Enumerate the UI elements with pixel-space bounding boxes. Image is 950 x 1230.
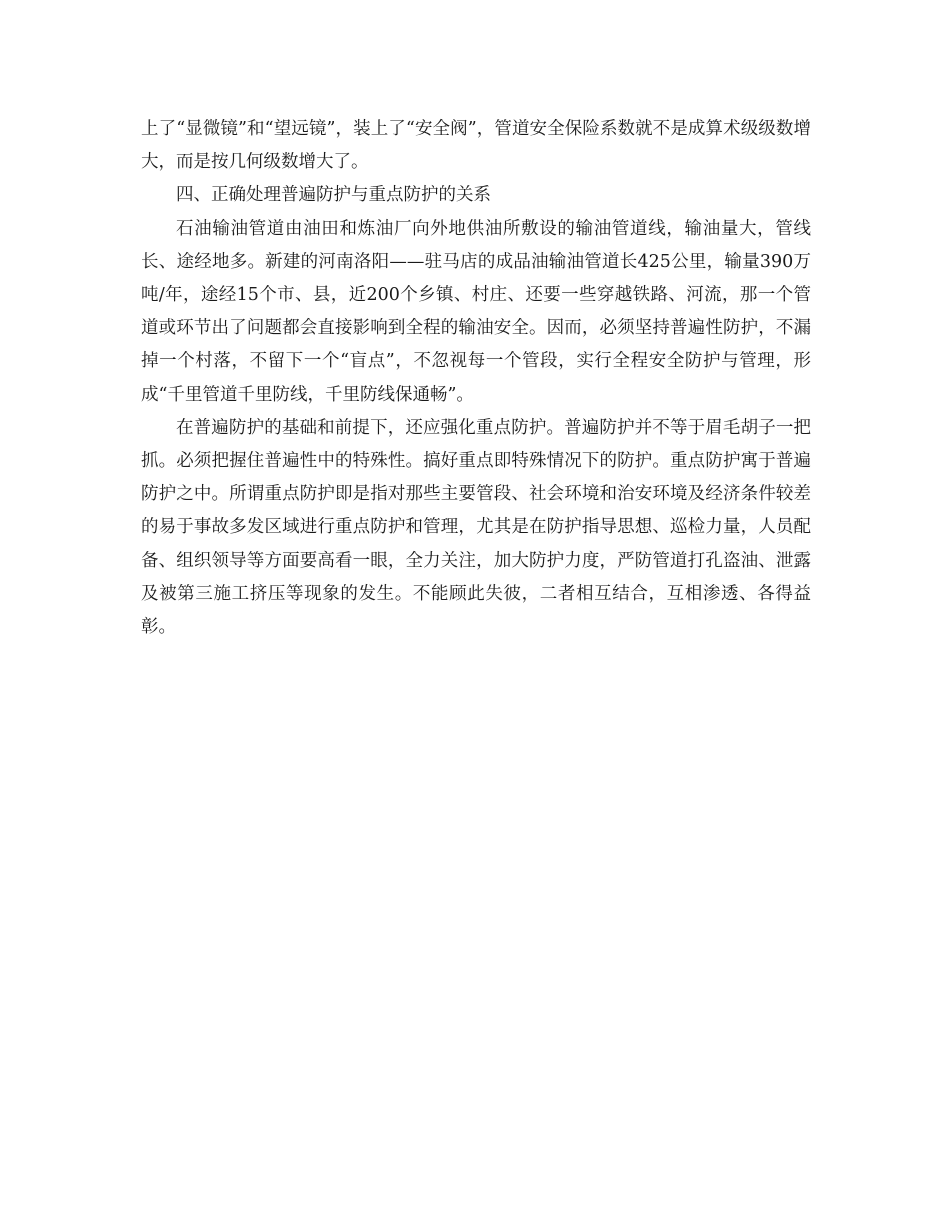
paragraph: 石油输油管道由油田和炼油厂向外地供油所敷设的输油管道线，输油量大，管线长、途经地多。新建的河南洛阳——驻马店的成品油输油管道长425公里，输量390万吨/年，途经15个市、县，近200个乡镇、村庄、还要一些穿越铁路、河流，那一个管道或环节出了问题都会直接影响到全程的输油安全。因而，必须坚持普遍性防护，不漏掉一个村落，不留下一个“盲点”，不忽视每一个管段，实行全程安全防护与管理，形成“千里管道千里防线，千里防线保通畅”。 (141, 218, 811, 405)
document-body (141, 113, 811, 644)
paragraph-continuation: 上了“显微镜”和“望远镜”，装上了“安全阀”，管道安全保险系数就不是成算术级级数增大，而是按几何级数增大了。 (141, 119, 811, 173)
paragraph: 在普遍防护的基础和前提下，还应强化重点防护。普遍防护并不等于眉毛胡子一把抓。必须把握住普遍性中的特殊性。搞好重点即特殊情况下的防护。重点防护寓于普遍防护之中。所谓重点防护即是指对那些主要管段、社会环境和治安环境及经济条件较差的易于事故多发区域进行重点防护和管理，尤其是在防护指导思想、巡检力量，人员配备、组织领导等方面要高看一眼，全力关注，加大防护力度，严防管道打孔盗油、泄露及被第三施工挤压等现象的发生。不能顾此失彼，二者相互结合，互相渗透、各得益彰。 (141, 417, 811, 638)
section-heading: 四、正确处理普遍防护与重点防护的关系 (176, 185, 491, 206)
